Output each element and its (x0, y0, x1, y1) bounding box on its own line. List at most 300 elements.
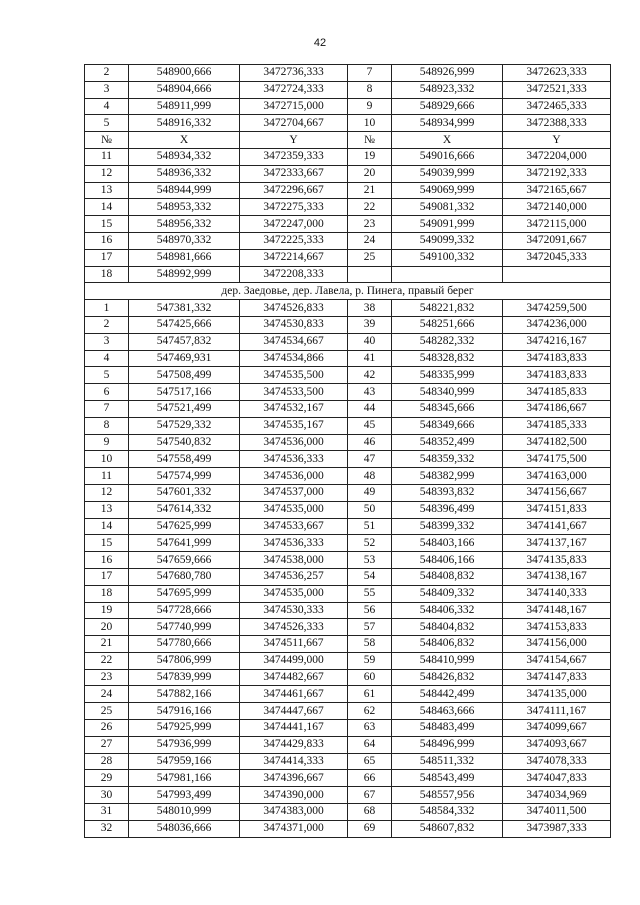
y-coordinate-cell: 3474182,500 (503, 434, 611, 451)
y-coordinate-cell: 3474135,833 (503, 552, 611, 569)
y-coordinate-cell: 3474148,167 (503, 602, 611, 619)
x-coordinate-cell: 548936,332 (129, 165, 240, 182)
x-coordinate-cell: 548981,666 (129, 249, 240, 266)
y-coordinate-cell: 3472214,667 (240, 249, 348, 266)
table-row (85, 753, 611, 770)
table-row (85, 249, 611, 266)
y-coordinate-cell: 3474371,000 (240, 820, 348, 837)
point-number-cell: 58 (348, 636, 392, 653)
x-coordinate-cell: 547529,332 (129, 417, 240, 434)
x-coordinate-cell: 547695,999 (129, 585, 240, 602)
x-coordinate-cell: 548409,332 (392, 585, 503, 602)
x-coordinate-cell: 548408,832 (392, 568, 503, 585)
x-coordinate-cell: 548992,999 (129, 266, 240, 283)
point-number-cell: 69 (348, 820, 392, 837)
point-number-cell: 10 (85, 451, 129, 468)
point-number-cell: 67 (348, 787, 392, 804)
point-number-cell: 17 (85, 249, 129, 266)
x-coordinate-cell: 548251,666 (392, 316, 503, 333)
y-coordinate-cell: 3474536,257 (240, 568, 348, 585)
column-header-y: Y (503, 132, 611, 149)
x-coordinate-cell: 548543,499 (392, 770, 503, 787)
x-coordinate-cell: 548406,166 (392, 552, 503, 569)
table-row (85, 232, 611, 249)
y-coordinate-cell: 3474147,833 (503, 669, 611, 686)
y-coordinate-cell: 3472388,333 (503, 115, 611, 132)
y-coordinate-cell: 3474526,833 (240, 300, 348, 317)
y-coordinate-cell: 3472333,667 (240, 165, 348, 182)
point-number-cell: 32 (85, 820, 129, 837)
point-number-cell: 16 (85, 552, 129, 569)
point-number-cell: 8 (85, 417, 129, 434)
y-coordinate-cell: 3474511,667 (240, 636, 348, 653)
point-number-cell: 30 (85, 787, 129, 804)
point-number-cell: 40 (348, 333, 392, 350)
x-coordinate-cell: 548335,999 (392, 367, 503, 384)
y-coordinate-cell: 3474034,969 (503, 787, 611, 804)
y-coordinate-cell: 3474259,500 (503, 300, 611, 317)
point-number-cell: 23 (85, 669, 129, 686)
table-row (85, 770, 611, 787)
point-number-cell: 55 (348, 585, 392, 602)
x-coordinate-cell: 547425,666 (129, 316, 240, 333)
table-row (85, 484, 611, 501)
point-number-cell: 16 (85, 232, 129, 249)
point-number-cell: 28 (85, 753, 129, 770)
point-number-cell: 2 (85, 65, 129, 82)
y-coordinate-cell: 3474011,500 (503, 804, 611, 821)
y-coordinate-cell: 3474482,667 (240, 669, 348, 686)
x-coordinate-cell: 548557,956 (392, 787, 503, 804)
x-coordinate-cell: 548406,332 (392, 602, 503, 619)
table-row (85, 367, 611, 384)
point-number-cell: 7 (348, 65, 392, 82)
point-number-cell: 63 (348, 720, 392, 737)
table-row (85, 434, 611, 451)
x-coordinate-cell: 547981,166 (129, 770, 240, 787)
y-coordinate-cell: 3474390,000 (240, 787, 348, 804)
point-number-cell: 4 (85, 350, 129, 367)
table-row (85, 787, 611, 804)
table-row (85, 384, 611, 401)
x-coordinate-cell: 549091,999 (392, 216, 503, 233)
x-coordinate-cell: 547614,332 (129, 501, 240, 518)
x-coordinate-cell: 547680,780 (129, 568, 240, 585)
point-number-cell (348, 266, 392, 283)
table-row (85, 333, 611, 350)
table-row (85, 736, 611, 753)
point-number-cell: 2 (85, 316, 129, 333)
y-coordinate-cell: 3474441,167 (240, 720, 348, 737)
point-number-cell: 25 (348, 249, 392, 266)
table-row (85, 669, 611, 686)
y-coordinate-cell: 3474138,167 (503, 568, 611, 585)
x-coordinate-cell: 547728,666 (129, 602, 240, 619)
point-number-cell: 27 (85, 736, 129, 753)
point-number-cell: 59 (348, 652, 392, 669)
point-number-cell: 29 (85, 770, 129, 787)
table-row (85, 165, 611, 182)
x-coordinate-cell: 548496,999 (392, 736, 503, 753)
coordinates-table-body (85, 65, 611, 838)
y-coordinate-cell: 3474538,000 (240, 552, 348, 569)
x-coordinate-cell: 547469,931 (129, 350, 240, 367)
y-coordinate-cell: 3474137,167 (503, 535, 611, 552)
y-coordinate-cell: 3472275,333 (240, 199, 348, 216)
y-coordinate-cell: 3474153,833 (503, 619, 611, 636)
y-coordinate-cell: 3474236,000 (503, 316, 611, 333)
y-coordinate-cell: 3474535,000 (240, 585, 348, 602)
x-coordinate-cell: 547381,332 (129, 300, 240, 317)
point-number-cell: 45 (348, 417, 392, 434)
x-coordinate-cell: 547457,832 (129, 333, 240, 350)
y-coordinate-cell: 3474537,000 (240, 484, 348, 501)
table-row (85, 585, 611, 602)
point-number-cell: 9 (348, 98, 392, 115)
point-number-cell: 19 (348, 148, 392, 165)
y-coordinate-cell: 3474536,000 (240, 434, 348, 451)
x-coordinate-cell: 548970,332 (129, 232, 240, 249)
x-coordinate-cell: 548221,832 (392, 300, 503, 317)
y-coordinate-cell: 3474533,500 (240, 384, 348, 401)
point-number-cell: 14 (85, 199, 129, 216)
point-number-cell: 61 (348, 686, 392, 703)
table-row (85, 602, 611, 619)
point-number-cell: 6 (85, 384, 129, 401)
y-coordinate-cell: 3472115,000 (503, 216, 611, 233)
table-row (85, 199, 611, 216)
table-row (85, 636, 611, 653)
point-number-cell: 17 (85, 568, 129, 585)
x-coordinate-cell: 547993,499 (129, 787, 240, 804)
x-coordinate-cell: 548911,999 (129, 98, 240, 115)
y-coordinate-cell: 3472704,667 (240, 115, 348, 132)
y-coordinate-cell: 3474532,167 (240, 400, 348, 417)
table-row (85, 148, 611, 165)
column-header-x: X (392, 132, 503, 149)
x-coordinate-cell: 547959,166 (129, 753, 240, 770)
coordinates-table (84, 64, 611, 838)
point-number-cell: 15 (85, 216, 129, 233)
point-number-cell: 12 (85, 484, 129, 501)
point-number-cell: 49 (348, 484, 392, 501)
x-coordinate-cell: 547508,499 (129, 367, 240, 384)
y-coordinate-cell: 3474530,833 (240, 316, 348, 333)
x-coordinate-cell: 548403,166 (392, 535, 503, 552)
y-coordinate-cell: 3474535,500 (240, 367, 348, 384)
x-coordinate-cell: 549099,332 (392, 232, 503, 249)
point-number-cell: 24 (85, 686, 129, 703)
x-coordinate-cell: 548442,499 (392, 686, 503, 703)
point-number-cell: 21 (348, 182, 392, 199)
x-coordinate-cell: 548953,332 (129, 199, 240, 216)
x-coordinate-cell: 548934,332 (129, 148, 240, 165)
point-number-cell: 50 (348, 501, 392, 518)
table-row (85, 518, 611, 535)
section-row (85, 283, 611, 300)
table-row (85, 266, 611, 283)
y-coordinate-cell: 3474536,333 (240, 451, 348, 468)
point-number-cell: 38 (348, 300, 392, 317)
y-coordinate-cell: 3474163,000 (503, 468, 611, 485)
column-header-x: X (129, 132, 240, 149)
x-coordinate-cell: 549016,666 (392, 148, 503, 165)
point-number-cell: 62 (348, 703, 392, 720)
point-number-cell: 4 (85, 98, 129, 115)
point-number-cell: 13 (85, 182, 129, 199)
x-coordinate-cell: 547740,999 (129, 619, 240, 636)
y-coordinate-cell: 3474414,333 (240, 753, 348, 770)
y-coordinate-cell: 3474533,667 (240, 518, 348, 535)
table-row (85, 451, 611, 468)
y-coordinate-cell: 3472225,333 (240, 232, 348, 249)
y-coordinate-cell: 3472091,667 (503, 232, 611, 249)
column-header-num: № (85, 132, 129, 149)
point-number-cell: 20 (85, 619, 129, 636)
point-number-cell: 52 (348, 535, 392, 552)
x-coordinate-cell: 547839,999 (129, 669, 240, 686)
y-coordinate-cell: 3472715,000 (240, 98, 348, 115)
x-coordinate-cell: 548393,832 (392, 484, 503, 501)
x-coordinate-cell: 547916,166 (129, 703, 240, 720)
y-coordinate-cell: 3472247,000 (240, 216, 348, 233)
y-coordinate-cell: 3472045,333 (503, 249, 611, 266)
point-number-cell: 68 (348, 804, 392, 821)
table-row (85, 552, 611, 569)
table-row (85, 300, 611, 317)
point-number-cell: 9 (85, 434, 129, 451)
point-number-cell: 64 (348, 736, 392, 753)
x-coordinate-cell: 548340,999 (392, 384, 503, 401)
y-coordinate-cell: 3474093,667 (503, 736, 611, 753)
y-coordinate-cell: 3474099,667 (503, 720, 611, 737)
point-number-cell: 24 (348, 232, 392, 249)
y-coordinate-cell: 3472623,333 (503, 65, 611, 82)
x-coordinate-cell: 549039,999 (392, 165, 503, 182)
x-coordinate-cell: 547641,999 (129, 535, 240, 552)
y-coordinate-cell: 3474135,000 (503, 686, 611, 703)
point-number-cell: 23 (348, 216, 392, 233)
x-coordinate-cell: 547574,999 (129, 468, 240, 485)
x-coordinate-cell: 548483,499 (392, 720, 503, 737)
y-coordinate-cell: 3474183,833 (503, 350, 611, 367)
y-coordinate-cell: 3474078,333 (503, 753, 611, 770)
y-coordinate-cell: 3474383,000 (240, 804, 348, 821)
y-coordinate-cell: 3472140,000 (503, 199, 611, 216)
point-number-cell: 15 (85, 535, 129, 552)
x-coordinate-cell: 547540,832 (129, 434, 240, 451)
x-coordinate-cell: 548900,666 (129, 65, 240, 82)
x-coordinate-cell: 548036,666 (129, 820, 240, 837)
point-number-cell: 1 (85, 300, 129, 317)
point-number-cell: 48 (348, 468, 392, 485)
table-row (85, 417, 611, 434)
point-number-cell: 3 (85, 333, 129, 350)
point-number-cell: 53 (348, 552, 392, 569)
y-coordinate-cell: 3474185,333 (503, 417, 611, 434)
point-number-cell: 26 (85, 720, 129, 737)
y-coordinate-cell: 3474216,167 (503, 333, 611, 350)
x-coordinate-cell: 548410,999 (392, 652, 503, 669)
x-coordinate-cell: 548904,666 (129, 81, 240, 98)
x-coordinate-cell: 549100,332 (392, 249, 503, 266)
point-number-cell: 44 (348, 400, 392, 417)
point-number-cell: 54 (348, 568, 392, 585)
x-coordinate-cell: 548359,332 (392, 451, 503, 468)
point-number-cell: 3 (85, 81, 129, 98)
y-coordinate-cell: 3472208,333 (240, 266, 348, 283)
y-coordinate-cell: 3474141,667 (503, 518, 611, 535)
y-coordinate-cell: 3474154,667 (503, 652, 611, 669)
y-coordinate-cell: 3474175,500 (503, 451, 611, 468)
page-number: 42 (313, 37, 327, 49)
y-coordinate-cell: 3474140,333 (503, 585, 611, 602)
point-number-cell: 47 (348, 451, 392, 468)
x-coordinate-cell: 548399,332 (392, 518, 503, 535)
point-number-cell: 46 (348, 434, 392, 451)
point-number-cell: 51 (348, 518, 392, 535)
y-coordinate-cell: 3472204,000 (503, 148, 611, 165)
y-coordinate-cell: 3474396,667 (240, 770, 348, 787)
point-number-cell: 56 (348, 602, 392, 619)
table-row (85, 568, 611, 585)
x-coordinate-cell: 547517,166 (129, 384, 240, 401)
y-coordinate-cell: 3474429,833 (240, 736, 348, 753)
y-coordinate-cell: 3474534,866 (240, 350, 348, 367)
x-coordinate-cell: 548584,332 (392, 804, 503, 821)
y-coordinate-cell: 3474530,333 (240, 602, 348, 619)
table-row (85, 182, 611, 199)
table-row (85, 216, 611, 233)
y-coordinate-cell: 3472465,333 (503, 98, 611, 115)
y-coordinate-cell: 3474186,667 (503, 400, 611, 417)
point-number-cell: 39 (348, 316, 392, 333)
table-row (85, 703, 611, 720)
x-coordinate-cell: 547925,999 (129, 720, 240, 737)
y-coordinate-cell: 3474461,667 (240, 686, 348, 703)
table-row (85, 501, 611, 518)
y-coordinate-cell: 3474047,833 (503, 770, 611, 787)
y-coordinate-cell: 3474536,000 (240, 468, 348, 485)
point-number-cell: 43 (348, 384, 392, 401)
y-coordinate-cell: 3472165,667 (503, 182, 611, 199)
point-number-cell: 5 (85, 115, 129, 132)
point-number-cell: 14 (85, 518, 129, 535)
x-coordinate-cell: 547558,499 (129, 451, 240, 468)
y-coordinate-cell: 3474151,833 (503, 501, 611, 518)
y-coordinate-cell: 3472736,333 (240, 65, 348, 82)
point-number-cell: 19 (85, 602, 129, 619)
x-coordinate-cell: 547806,999 (129, 652, 240, 669)
point-number-cell: 12 (85, 165, 129, 182)
x-coordinate-cell: 548934,999 (392, 115, 503, 132)
x-coordinate-cell: 547659,666 (129, 552, 240, 569)
y-coordinate-cell: 3472521,333 (503, 81, 611, 98)
x-coordinate-cell: 549069,999 (392, 182, 503, 199)
column-header-num: № (348, 132, 392, 149)
point-number-cell: 65 (348, 753, 392, 770)
table-row (85, 316, 611, 333)
x-coordinate-cell: 548328,832 (392, 350, 503, 367)
point-number-cell: 22 (85, 652, 129, 669)
x-coordinate-cell (392, 266, 503, 283)
x-coordinate-cell: 548010,999 (129, 804, 240, 821)
x-coordinate-cell: 548923,332 (392, 81, 503, 98)
point-number-cell: 21 (85, 636, 129, 653)
table-row (85, 81, 611, 98)
point-number-cell: 13 (85, 501, 129, 518)
point-number-cell: 10 (348, 115, 392, 132)
point-number-cell: 25 (85, 703, 129, 720)
y-coordinate-cell (503, 266, 611, 283)
point-number-cell: 18 (85, 585, 129, 602)
y-coordinate-cell: 3474156,000 (503, 636, 611, 653)
x-coordinate-cell: 548426,832 (392, 669, 503, 686)
x-coordinate-cell: 548282,332 (392, 333, 503, 350)
x-coordinate-cell: 548607,832 (392, 820, 503, 837)
point-number-cell: 60 (348, 669, 392, 686)
x-coordinate-cell: 548396,499 (392, 501, 503, 518)
x-coordinate-cell: 548926,999 (392, 65, 503, 82)
table-row (85, 65, 611, 82)
table-row (85, 468, 611, 485)
point-number-cell: 20 (348, 165, 392, 182)
y-coordinate-cell: 3474447,667 (240, 703, 348, 720)
x-coordinate-cell: 548944,999 (129, 182, 240, 199)
x-coordinate-cell: 548929,666 (392, 98, 503, 115)
y-coordinate-cell: 3474111,167 (503, 703, 611, 720)
table-row (85, 686, 611, 703)
point-number-cell: 42 (348, 367, 392, 384)
y-coordinate-cell: 3474156,667 (503, 484, 611, 501)
y-coordinate-cell: 3472296,667 (240, 182, 348, 199)
x-coordinate-cell: 548404,832 (392, 619, 503, 636)
point-number-cell: 11 (85, 148, 129, 165)
point-number-cell: 57 (348, 619, 392, 636)
y-coordinate-cell: 3474535,000 (240, 501, 348, 518)
point-number-cell: 31 (85, 804, 129, 821)
y-coordinate-cell: 3474499,000 (240, 652, 348, 669)
point-number-cell: 41 (348, 350, 392, 367)
table-row (85, 400, 611, 417)
y-coordinate-cell: 3472724,333 (240, 81, 348, 98)
table-row (85, 350, 611, 367)
x-coordinate-cell: 547780,666 (129, 636, 240, 653)
x-coordinate-cell: 548406,832 (392, 636, 503, 653)
x-coordinate-cell: 547521,499 (129, 400, 240, 417)
y-coordinate-cell: 3474534,667 (240, 333, 348, 350)
x-coordinate-cell: 548352,499 (392, 434, 503, 451)
point-number-cell: 18 (85, 266, 129, 283)
y-coordinate-cell: 3474536,333 (240, 535, 348, 552)
x-coordinate-cell: 548463,666 (392, 703, 503, 720)
table-row (85, 720, 611, 737)
table-row (85, 535, 611, 552)
column-header-y: Y (240, 132, 348, 149)
table-row (85, 804, 611, 821)
point-number-cell: 11 (85, 468, 129, 485)
x-coordinate-cell: 547625,999 (129, 518, 240, 535)
table-row (85, 619, 611, 636)
x-coordinate-cell: 548349,666 (392, 417, 503, 434)
point-number-cell: 5 (85, 367, 129, 384)
x-coordinate-cell: 547601,332 (129, 484, 240, 501)
point-number-cell: 8 (348, 81, 392, 98)
point-number-cell: 22 (348, 199, 392, 216)
x-coordinate-cell: 548956,332 (129, 216, 240, 233)
x-coordinate-cell: 547936,999 (129, 736, 240, 753)
y-coordinate-cell: 3473987,333 (503, 820, 611, 837)
